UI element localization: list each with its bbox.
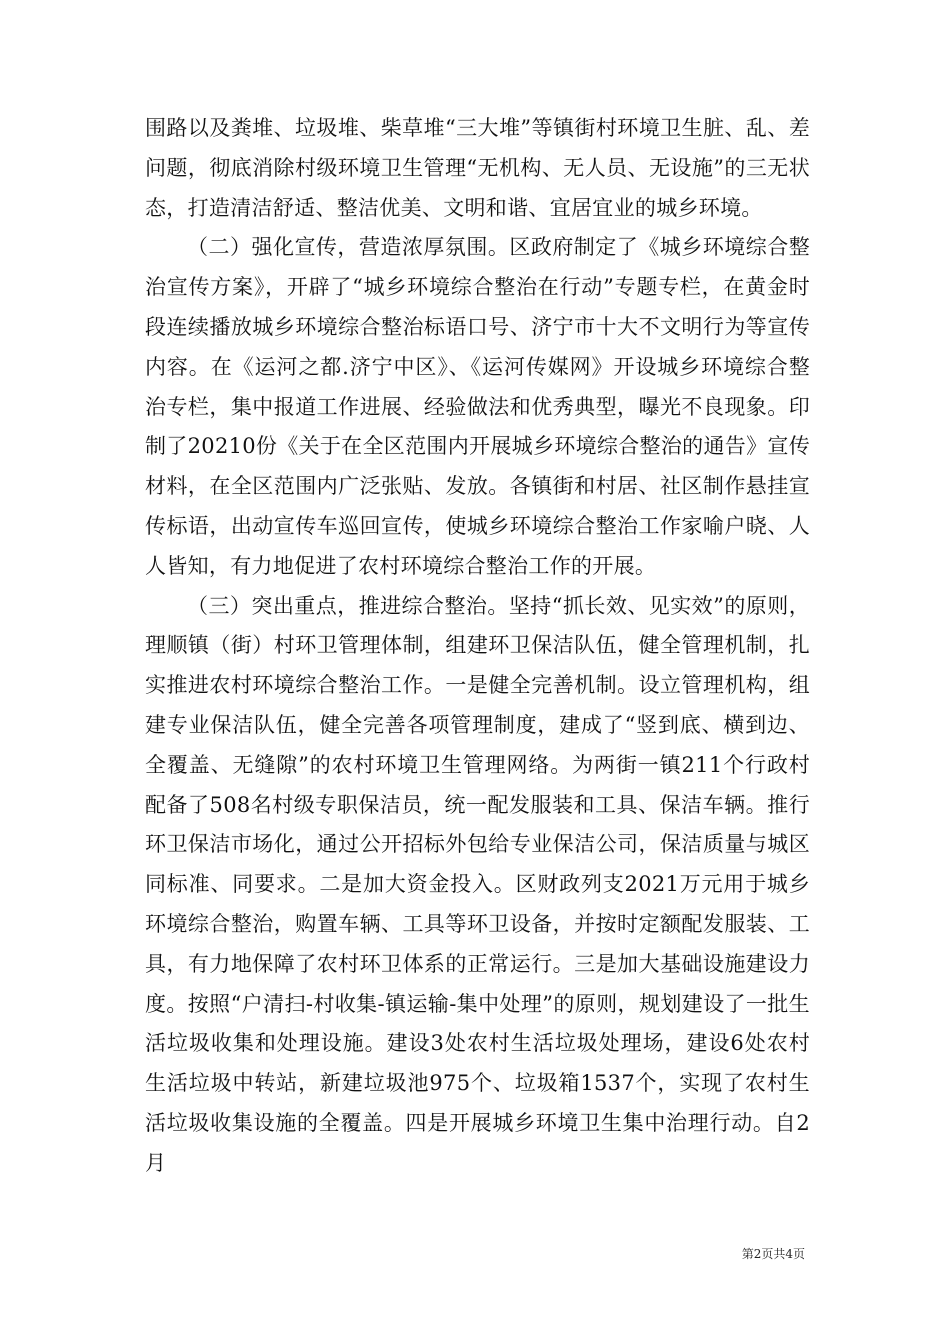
paragraph-2: （二）强化宣传，营造浓厚氛围。区政府制定了《城乡环境综合整治宣传方案》，开辟了“城乡环境综合整治在行动”专题专栏，在黄金时段连续播放城乡环境综合整治标语口号、济宁市十大不文明行为等宣传内容。在《运河之都.济宁中区》、《运河传媒网》开设城乡环境综合整治专栏，集中报道工作进展、经验做法和优秀典型，曝光不良现象。印制了20210份《关于在全区范围内开展城乡环境综合整治的通告》宣传材料，在全区范围内广泛张贴、发放。各镇街和村居、社区制作悬挂宣传标语，出动宣传车巡回宣传，使城乡环境综合整治工作家喻户晓、人人皆知，有力地促进了农村环境综合整治工作的开展。 — [145, 235, 810, 578]
paragraph-1: 围路以及粪堆、垃圾堆、柴草堆“三大堆”等镇街村环境卫生脏、乱、差问题，彻底消除村级环境卫生管理“无机构、无人员、无设施”的三无状态，打造清洁舒适、整洁优美、文明和谐、宜居宜业的城乡环境。 — [145, 116, 810, 220]
document-body — [145, 109, 810, 1184]
paragraph-3: （三）突出重点，推进综合整治。坚持“抓长效、见实效”的原则，理顺镇（街）村环卫管理体制，组建环卫保洁队伍，健全管理机制，扎实推进农村环境综合整治工作。一是健全完善机制。设立管理机构，组建专业保洁队伍，健全完善各项管理制度，建成了“竖到底、横到边、全覆盖、无缝隙”的农村环境卫生管理网络。为两街一镇211个行政村配备了508名村级专职保洁员，统一配发服装和工具、保洁车辆。推行环卫保洁市场化，通过公开招标外包给专业保洁公司，保洁质量与城区同标准、同要求。二是加大资金投入。区财政列支2021万元用于城乡环境综合整治，购置车辆、工具等环卫设备，并按时定额配发服装、工具，有力地保障了农村环卫体系的正常运行。三是加大基础设施建设力度。按照“户清扫-村收集-镇运输-集中处理”的原则，规划建设了一批生活垃圾收集和处理设施。建设3处农村生活垃圾处理场，建设6处农村生活垃圾中转站，新建垃圾池975个、垃圾箱1537个，实现了农村生活垃圾收集设施的全覆盖。四是开展城乡环境卫生集中治理行动。自2月 — [145, 593, 810, 1175]
page-number: 第2页共4页 — [741, 1247, 805, 1261]
